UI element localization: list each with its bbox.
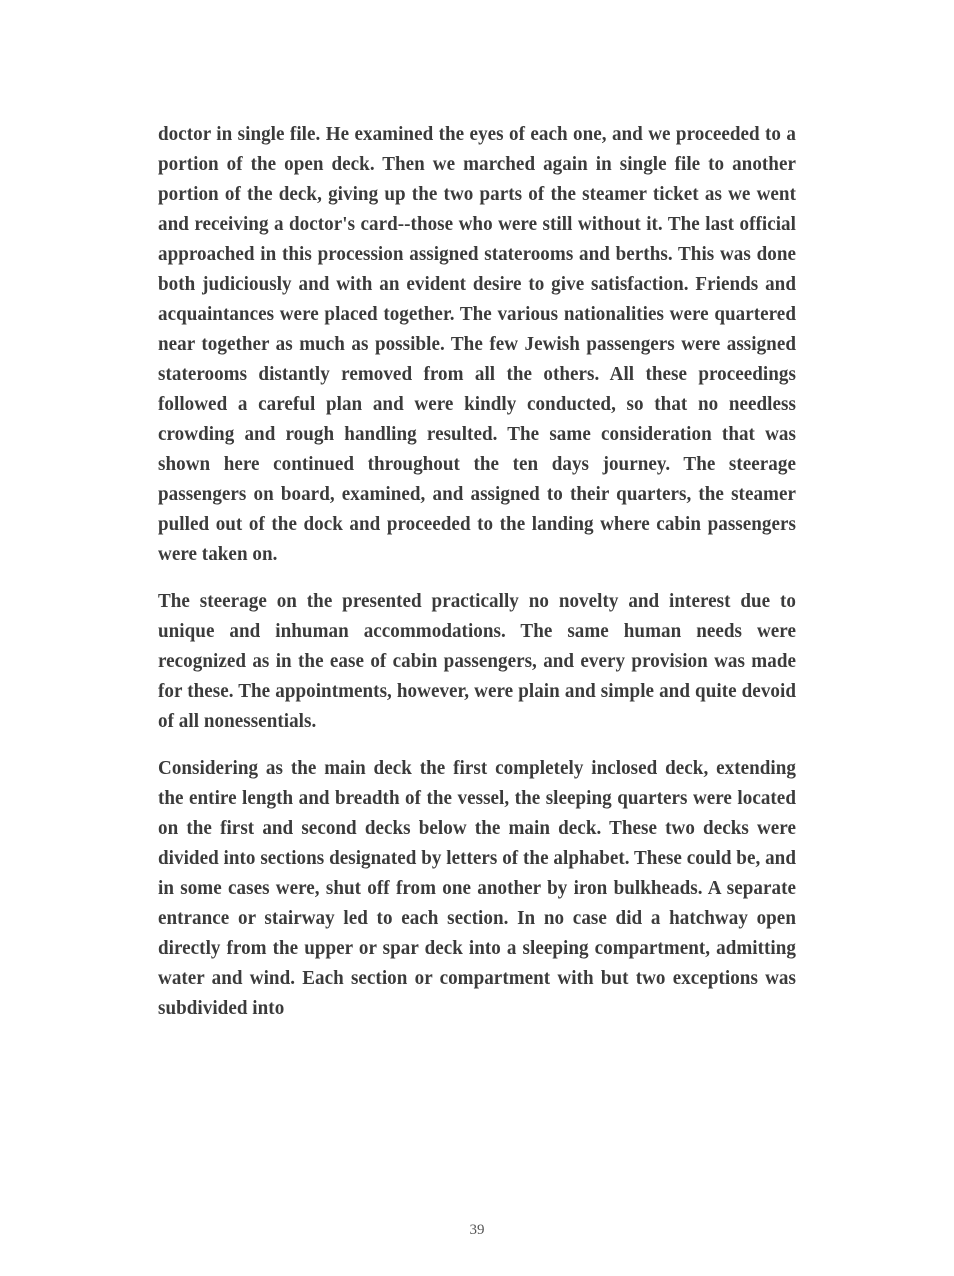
- paragraph-1: doctor in single file. He examined the eyes of each one, and we proceeded to a portion of the open deck. Then we marched again in single file to another portion of the deck, giving up the two parts of the steamer ticket as we went and receiving a doctor's card--those who were still without it. The last official approached in this procession assigned staterooms and berths. This was done both judiciously and with an evident desire to give satisfaction. Friends and acquaintances were placed together. The various nationalities were quartered near together as much as possible. The few Jewish passengers were assigned staterooms distantly removed from all the others. All these proceedings followed a careful plan and were kindly conducted, so that no needless crowding and rough handling resulted. The same consideration that was shown here continued throughout the ten days journey. The steerage passengers on board, examined, and assigned to their quarters, the steamer pulled out of the dock and proceeded to the landing where cabin passengers were taken on.: [158, 123, 796, 565]
- paragraph-2: The steerage on the presented practically no novelty and interest due to unique and inhuman accommodations. The same human needs were recognized as in the ease of cabin passengers, and every provision was made for these. The appointments, however, were plain and simple and quite devoid of all nonessentials.: [158, 590, 796, 732]
- paragraph-3: Considering as the main deck the first completely inclosed deck, extending the entire length and breadth of the vessel, the sleeping quarters were located on the first and second decks below the main deck. These two decks were divided into sections designated by letters of the alphabet. These could be, and in some cases were, shut off from one another by iron bulkheads. A separate entrance or stairway led to each section. In no case did a hatchway open directly from the upper or spar deck into a sleeping compartment, admitting water and wind. Each section or compartment with but two exceptions was subdivided into: [158, 757, 796, 1019]
- body-text: [158, 119, 796, 1040]
- page-number: 39: [469, 1222, 485, 1238]
